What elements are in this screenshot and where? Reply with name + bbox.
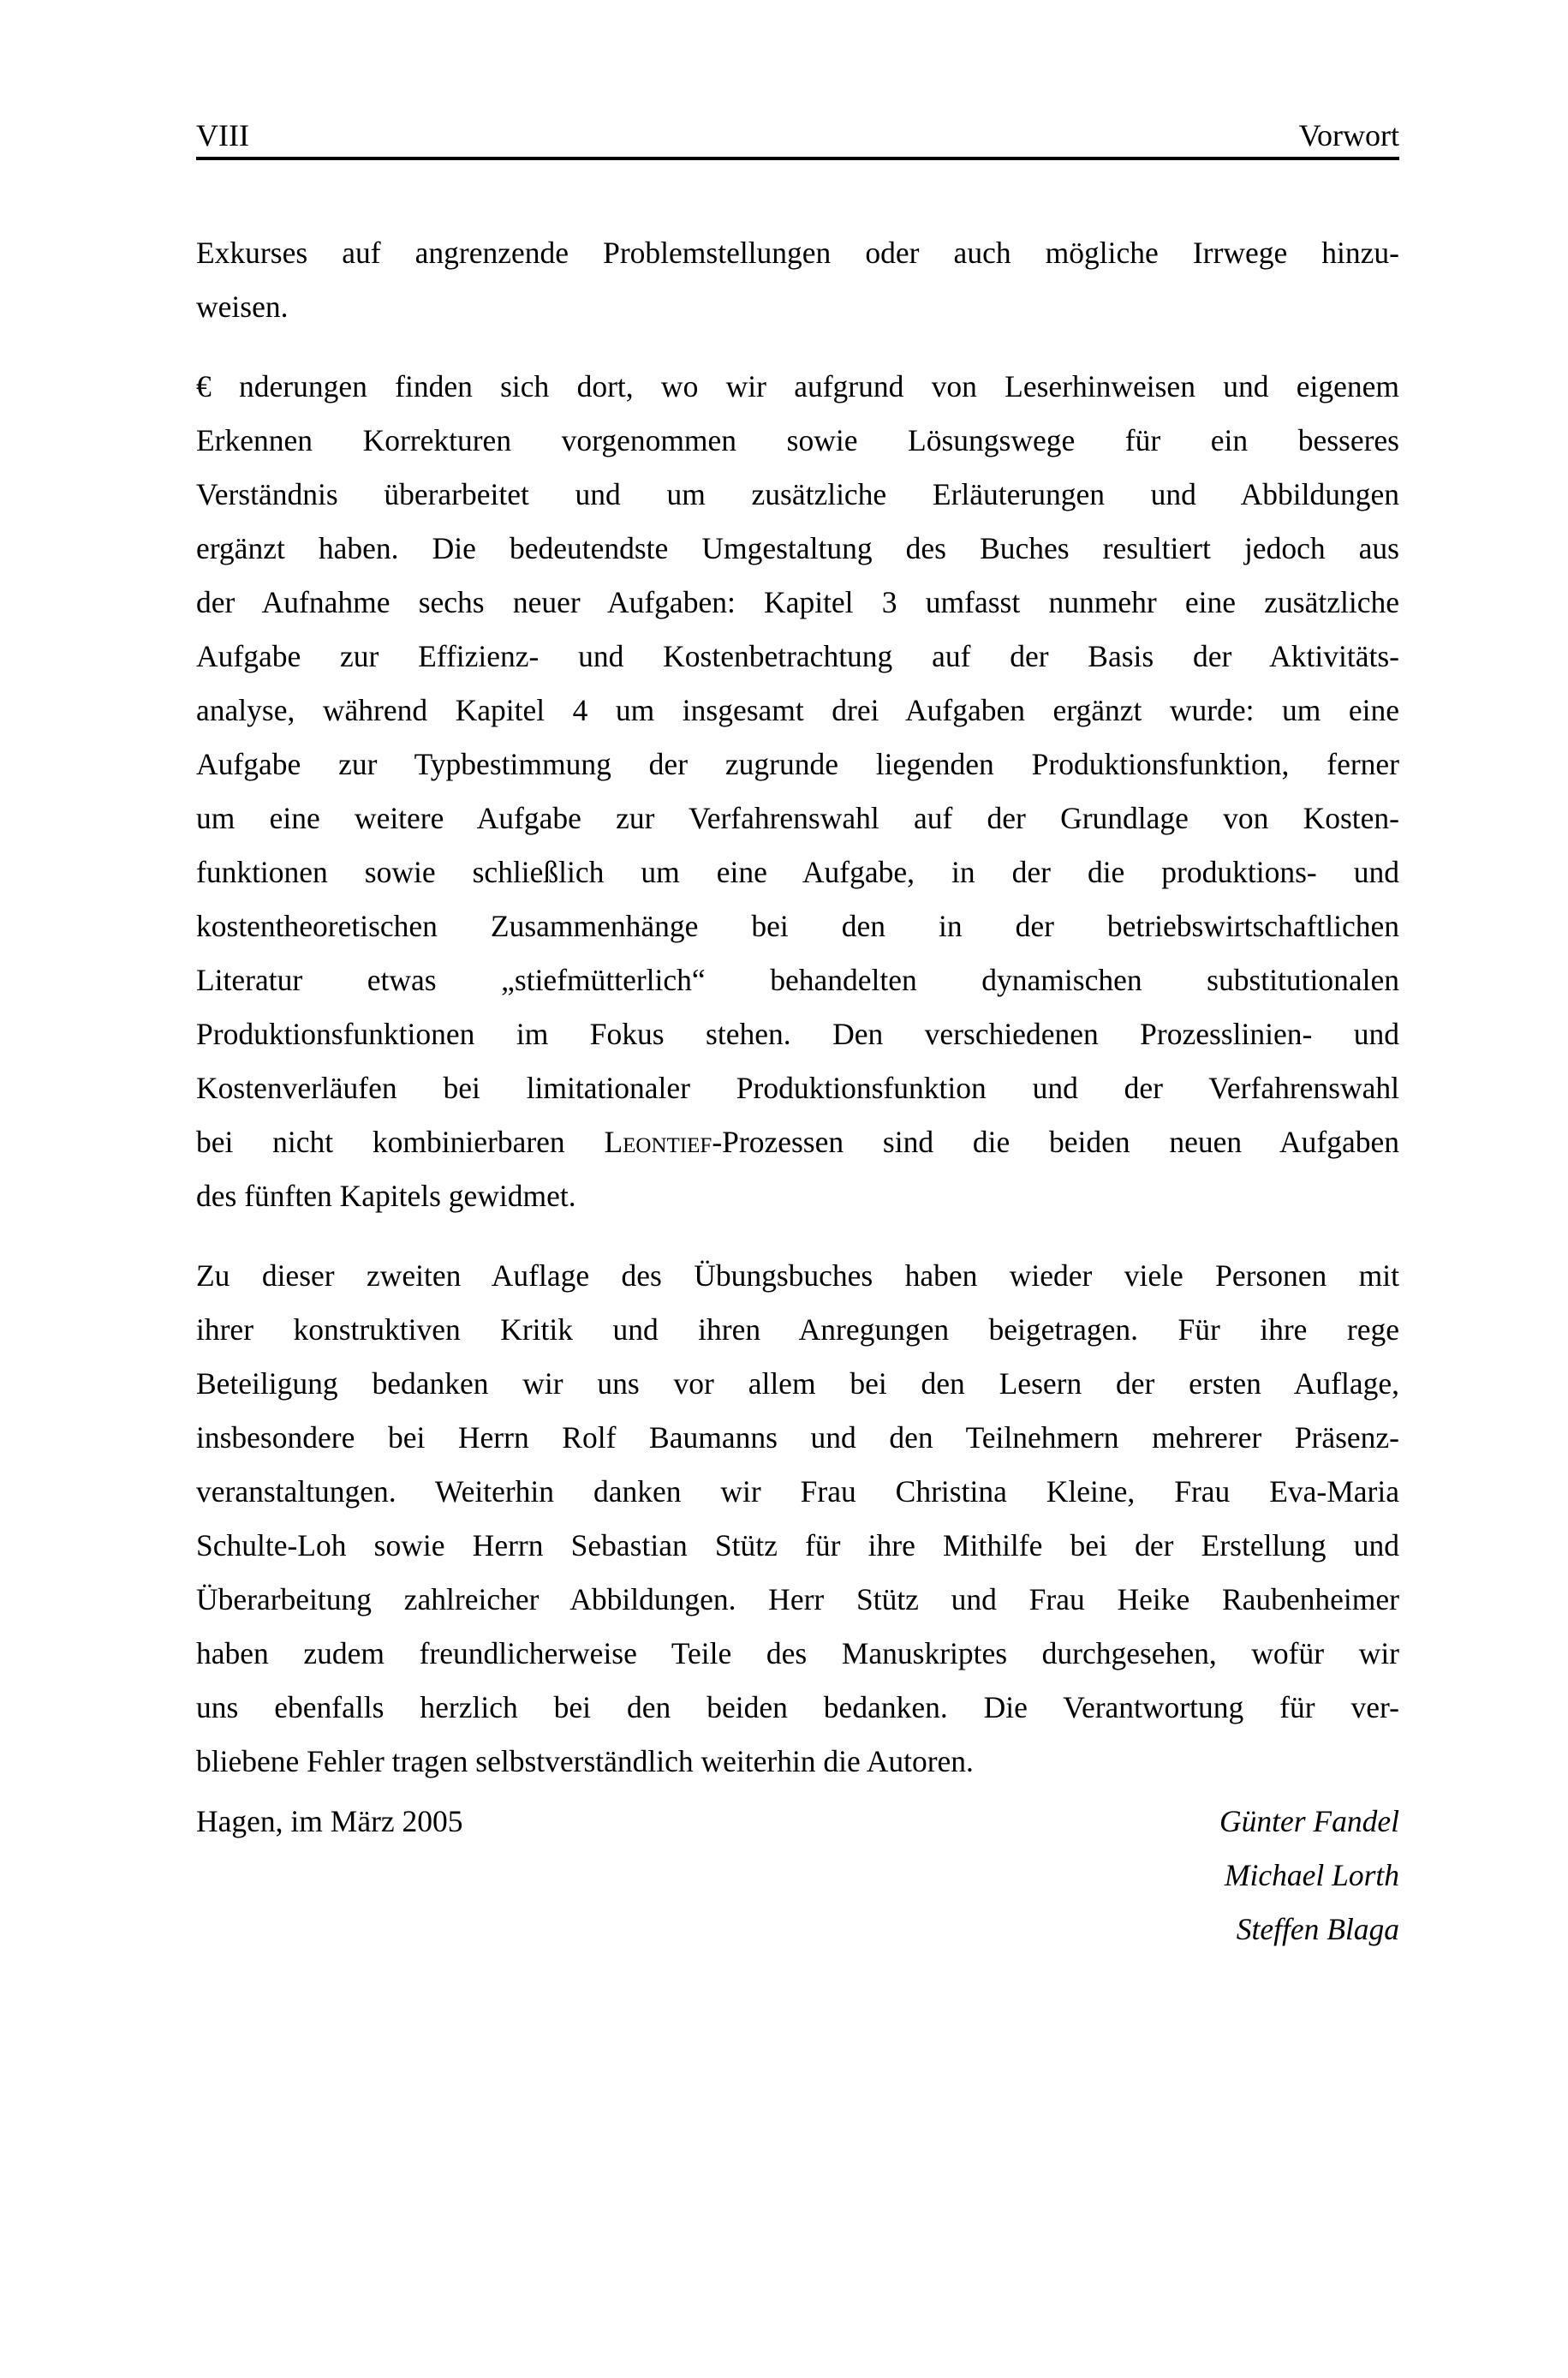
text-line: Produktionsfunktionen im Fokus stehen. Den verschiedenen Prozesslinien- und — [196, 1017, 1399, 1051]
text-line: Verständnis überarbeitet und um zusätzliche Erläuterungen und Abbildungen — [196, 477, 1399, 511]
text-fragment: -Prozessen sind die beiden neuen Aufgaben — [712, 1125, 1399, 1159]
text-line: um eine weitere Aufgabe zur Verfahrenswahl auf der Grundlage von Kosten- — [196, 801, 1399, 835]
section-title: Vorwort — [1298, 118, 1399, 152]
text-line: Überarbeitung zahlreicher Abbildungen. Herr Stütz und Frau Heike Raubenheimer — [196, 1582, 1399, 1616]
author-name-smallcaps: Leontief — [604, 1125, 712, 1159]
text-line: kostentheoretischen Zusammenhänge bei den in der betriebswirtschaftlichen — [196, 909, 1399, 943]
author-name: Steffen Blaga — [1236, 1912, 1399, 1946]
text-line: Beteiligung bedanken wir uns vor allem bei den Lesern der ersten Auflage, — [196, 1366, 1399, 1401]
running-header — [196, 117, 1399, 154]
text-line: Erkennen Korrekturen vorgenommen sowie Lösungswege für ein besseres — [196, 423, 1399, 457]
header-rule — [196, 157, 1399, 160]
text-line: der Aufnahme sechs neuer Aufgaben: Kapitel 3 umfasst nunmehr eine zusätzliche — [196, 585, 1399, 619]
text-line — [196, 1115, 1399, 1169]
text-line: Literatur etwas „stiefmütterlich“ behandelten dynamischen substitutionalen — [196, 963, 1399, 997]
text-line: uns ebenfalls herzlich bei den beiden bedanken. Die Verantwortung für ver- — [196, 1690, 1399, 1724]
text-line: Exkurses auf angrenzende Problemstellungen oder auch mögliche Irrwege hinzu- — [196, 236, 1399, 270]
body-text — [196, 226, 1399, 1814]
page-number: VIII — [196, 118, 249, 152]
text-line: bliebene Fehler tragen selbstverständlich weiterhin die Autoren. — [196, 1744, 974, 1778]
text-line: insbesondere bei Herrn Rolf Baumanns und den Teilnehmern mehrerer Präsenz- — [196, 1420, 1399, 1455]
text-line: funktionen sowie schließlich um eine Aufgabe, in der die produktions- und — [196, 855, 1399, 889]
paragraph-3 — [196, 1249, 1399, 1789]
author-list — [1219, 1795, 1399, 1957]
place-date: Hagen, im März 2005 — [196, 1804, 463, 1838]
paragraph-1 — [196, 226, 1399, 334]
text-line: Schulte-Loh sowie Herrn Sebastian Stütz für ihre Mithilfe bei der Erstellung und — [196, 1528, 1399, 1562]
paragraph-2 — [196, 360, 1399, 1223]
author-name: Michael Lorth — [1224, 1858, 1399, 1892]
text-line: weisen. — [196, 290, 289, 324]
text-line: veranstaltungen. Weiterhin danken wir Frau Christina Kleine, Frau Eva-Maria — [196, 1474, 1399, 1509]
text-line: des fünften Kapitels gewidmet. — [196, 1179, 576, 1213]
text-fragment: bei nicht kombinierbaren — [196, 1125, 605, 1159]
text-line: ihrer konstruktiven Kritik und ihren Anregungen beigetragen. Für ihre rege — [196, 1312, 1399, 1347]
text-line: ergänzt haben. Die bedeutendste Umgestaltung des Buches resultiert jedoch aus — [196, 531, 1399, 565]
text-line: Aufgabe zur Effizienz- und Kostenbetrachtung auf der Basis der Aktivitäts- — [196, 639, 1399, 673]
text-line: Aufgabe zur Typbestimmung der zugrunde liegenden Produktionsfunktion, ferner — [196, 747, 1399, 781]
text-line: Zu dieser zweiten Auflage des Übungsbuches haben wieder viele Personen mit — [196, 1258, 1399, 1293]
text-line: haben zudem freundlicherweise Teile des Manuskriptes durchgesehen, wofür wir — [196, 1636, 1399, 1670]
author-name: Günter Fandel — [1219, 1804, 1399, 1838]
text-line: € nderungen finden sich dort, wo wir aufgrund von Leserhinweisen und eigenem — [196, 369, 1399, 403]
text-line: analyse, während Kapitel 4 um insgesamt drei Aufgaben ergänzt wurde: um eine — [196, 693, 1399, 727]
text-line: Kostenverläufen bei limitationaler Produktionsfunktion und der Verfahrenswahl — [196, 1071, 1399, 1105]
